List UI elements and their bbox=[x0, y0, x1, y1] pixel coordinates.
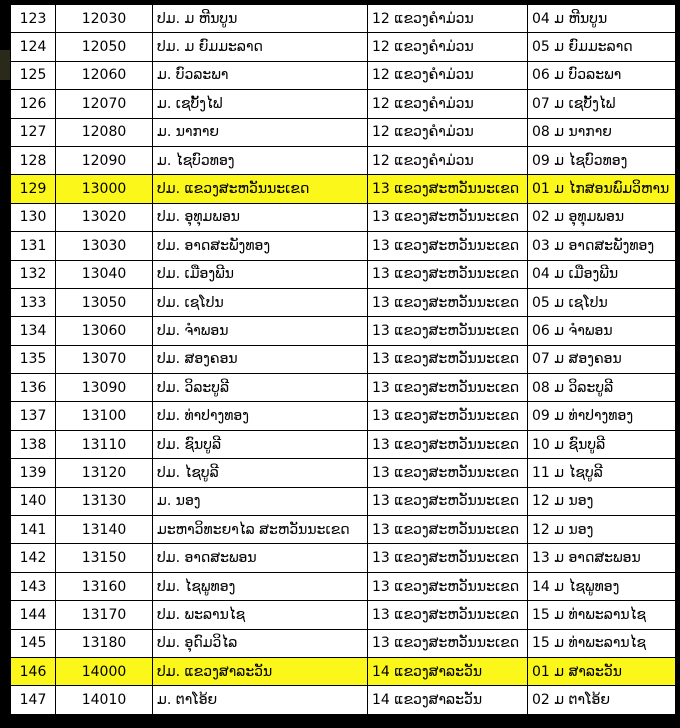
province-cell: 13 ແຂວງສະຫວັນນະເຂດ bbox=[368, 232, 528, 260]
province-cell: 13 ແຂວງສະຫວັນນະເຂດ bbox=[368, 317, 528, 345]
district-cell: 14 ມ ໄຊພູທອງ bbox=[528, 572, 676, 600]
postal-code-cell: 14010 bbox=[56, 686, 153, 714]
office-name-cell: ປມ. ແຂວງສະຫວັນນະເຂດ bbox=[153, 175, 368, 203]
province-cell: 13 ແຂວງສະຫວັນນະເຂດ bbox=[368, 260, 528, 288]
province-cell: 14 ແຂວງສາລະວັນ bbox=[368, 657, 528, 685]
row-number-cell: 136 bbox=[11, 374, 56, 402]
province-cell: 13 ແຂວງສະຫວັນນະເຂດ bbox=[368, 345, 528, 373]
row-number-cell: 146 bbox=[11, 657, 56, 685]
row-number-cell: 127 bbox=[11, 118, 56, 146]
postal-code-cell: 13030 bbox=[56, 232, 153, 260]
district-cell: 02 ມ ອຸທຸມພອນ bbox=[528, 203, 676, 231]
province-cell: 12 ແຂວງຄໍາມ່ວນ bbox=[368, 90, 528, 118]
postal-code-cell: 13060 bbox=[56, 317, 153, 345]
office-name-cell: ປມ. ໄຊບູລີ bbox=[153, 459, 368, 487]
office-name-cell: ປມ. ອາດສະພັງທອງ bbox=[153, 232, 368, 260]
row-number-cell: 142 bbox=[11, 544, 56, 572]
office-name-cell: ປມ. ອຸດົມວິໄລ bbox=[153, 629, 368, 657]
district-cell: 08 ມ ນາກາຍ bbox=[528, 118, 676, 146]
district-cell: 10 ມ ຊົນບູລີ bbox=[528, 430, 676, 458]
district-cell: 13 ມ ອາດສະພອນ bbox=[528, 544, 676, 572]
office-name-cell: ປມ. ພະລານໄຊ bbox=[153, 601, 368, 629]
postal-code-cell: 12030 bbox=[56, 5, 153, 33]
table-row bbox=[11, 61, 676, 89]
table-row bbox=[11, 33, 676, 61]
office-name-cell: ປມ. ມ ຫີນບູນ bbox=[153, 5, 368, 33]
table-row bbox=[11, 345, 676, 373]
office-name-cell: ປມ. ມ ຍົມມະລາດ bbox=[153, 33, 368, 61]
office-name-cell: ປມ. ສອງຄອນ bbox=[153, 345, 368, 373]
table-row bbox=[11, 544, 676, 572]
office-name-cell: ມະຫາວິທະຍາໄລ ສະຫວັນນະເຂດ bbox=[153, 516, 368, 544]
district-cell: 01 ມ ໄກສອນພົມວິຫານ bbox=[528, 175, 676, 203]
row-number-cell: 123 bbox=[11, 5, 56, 33]
postal-code-cell: 12060 bbox=[56, 61, 153, 89]
district-cell: 07 ມ ສອງຄອນ bbox=[528, 345, 676, 373]
table-row bbox=[11, 203, 676, 231]
office-name-cell: ມ. ນອງ bbox=[153, 487, 368, 515]
district-cell: 04 ມ ຫີນບູນ bbox=[528, 5, 676, 33]
postal-code-cell: 13040 bbox=[56, 260, 153, 288]
province-cell: 13 ແຂວງສະຫວັນນະເຂດ bbox=[368, 459, 528, 487]
office-name-cell: ປມ. ແຂວງສາລະວັນ bbox=[153, 657, 368, 685]
postal-code-cell: 12070 bbox=[56, 90, 153, 118]
province-cell: 13 ແຂວງສະຫວັນນະເຂດ bbox=[368, 601, 528, 629]
province-cell: 13 ແຂວງສະຫວັນນະເຂດ bbox=[368, 402, 528, 430]
postal-code-cell: 13130 bbox=[56, 487, 153, 515]
district-cell: 01 ມ ສາລະວັນ bbox=[528, 657, 676, 685]
row-number-cell: 131 bbox=[11, 232, 56, 260]
postal-code-cell: 13090 bbox=[56, 374, 153, 402]
row-number-cell: 133 bbox=[11, 288, 56, 316]
province-cell: 13 ແຂວງສະຫວັນນະເຂດ bbox=[368, 430, 528, 458]
district-cell: 06 ມ ບົວລະພາ bbox=[528, 61, 676, 89]
table-row bbox=[11, 232, 676, 260]
office-name-cell: ປມ. ທ່າປາງທອງ bbox=[153, 402, 368, 430]
district-cell: 09 ມ ໄຊບົວທອງ bbox=[528, 146, 676, 174]
table-row bbox=[11, 572, 676, 600]
district-cell: 03 ມ ອາດສະພັງທອງ bbox=[528, 232, 676, 260]
postal-code-cell: 13160 bbox=[56, 572, 153, 600]
row-number-cell: 137 bbox=[11, 402, 56, 430]
postal-code-cell: 13020 bbox=[56, 203, 153, 231]
table-row bbox=[11, 146, 676, 174]
province-cell: 14 ແຂວງສາລະວັນ bbox=[368, 686, 528, 714]
postal-code-cell: 12050 bbox=[56, 33, 153, 61]
district-cell: 12 ມ ນອງ bbox=[528, 516, 676, 544]
postal-code-cell: 13110 bbox=[56, 430, 153, 458]
row-number-cell: 139 bbox=[11, 459, 56, 487]
office-name-cell: ມ. ຕາໂອ້ຍ bbox=[153, 686, 368, 714]
district-cell: 05 ມ ເຊໂປນ bbox=[528, 288, 676, 316]
row-number-cell: 143 bbox=[11, 572, 56, 600]
table-row bbox=[11, 629, 676, 657]
postal-code-cell: 13180 bbox=[56, 629, 153, 657]
office-name-cell: ມ. ເຊບັ້ງໄຟ bbox=[153, 90, 368, 118]
province-cell: 13 ແຂວງສະຫວັນນະເຂດ bbox=[368, 374, 528, 402]
table-row bbox=[11, 374, 676, 402]
office-name-cell: ປມ. ເຊໂປນ bbox=[153, 288, 368, 316]
table-row bbox=[11, 430, 676, 458]
province-cell: 13 ແຂວງສະຫວັນນະເຂດ bbox=[368, 544, 528, 572]
district-cell: 15 ມ ທ່າພະລານໄຊ bbox=[528, 601, 676, 629]
province-cell: 13 ແຂວງສະຫວັນນະເຂດ bbox=[368, 203, 528, 231]
table-row bbox=[11, 118, 676, 146]
postal-code-cell: 13140 bbox=[56, 516, 153, 544]
province-cell: 13 ແຂວງສະຫວັນນະເຂດ bbox=[368, 175, 528, 203]
province-cell: 13 ແຂວງສະຫວັນນະເຂດ bbox=[368, 288, 528, 316]
post-office-table bbox=[10, 4, 676, 715]
postal-code-cell: 13170 bbox=[56, 601, 153, 629]
table-row bbox=[11, 657, 676, 685]
district-cell: 06 ມ ຈໍາພອນ bbox=[528, 317, 676, 345]
postal-code-cell: 13100 bbox=[56, 402, 153, 430]
postal-code-cell: 13070 bbox=[56, 345, 153, 373]
postal-code-cell: 13120 bbox=[56, 459, 153, 487]
row-number-cell: 134 bbox=[11, 317, 56, 345]
office-name-cell: ມ. ບົວລະພາ bbox=[153, 61, 368, 89]
province-cell: 12 ແຂວງຄໍາມ່ວນ bbox=[368, 5, 528, 33]
district-cell: 08 ມ ວິລະບູລີ bbox=[528, 374, 676, 402]
province-cell: 12 ແຂວງຄໍາມ່ວນ bbox=[368, 33, 528, 61]
table-row bbox=[11, 175, 676, 203]
postal-code-cell: 14000 bbox=[56, 657, 153, 685]
table-row bbox=[11, 5, 676, 33]
table-row bbox=[11, 601, 676, 629]
province-cell: 13 ແຂວງສະຫວັນນະເຂດ bbox=[368, 516, 528, 544]
table-row bbox=[11, 459, 676, 487]
province-cell: 12 ແຂວງຄໍາມ່ວນ bbox=[368, 61, 528, 89]
left-edge-decoration bbox=[0, 50, 10, 80]
office-name-cell: ປມ. ເມືອງພີນ bbox=[153, 260, 368, 288]
postal-code-cell: 12090 bbox=[56, 146, 153, 174]
row-number-cell: 129 bbox=[11, 175, 56, 203]
table-body bbox=[11, 5, 676, 715]
district-cell: 12 ມ ນອງ bbox=[528, 487, 676, 515]
row-number-cell: 128 bbox=[11, 146, 56, 174]
office-name-cell: ປມ. ອຸທຸມພອນ bbox=[153, 203, 368, 231]
office-name-cell: ປມ. ໄຊພູທອງ bbox=[153, 572, 368, 600]
office-name-cell: ປມ. ອາດສະພອນ bbox=[153, 544, 368, 572]
province-cell: 12 ແຂວງຄໍາມ່ວນ bbox=[368, 146, 528, 174]
postal-code-cell: 13000 bbox=[56, 175, 153, 203]
row-number-cell: 124 bbox=[11, 33, 56, 61]
table-row bbox=[11, 402, 676, 430]
office-name-cell: ປມ. ຈໍາພອນ bbox=[153, 317, 368, 345]
postal-code-cell: 13050 bbox=[56, 288, 153, 316]
district-cell: 05 ມ ຍົມມະລາດ bbox=[528, 33, 676, 61]
row-number-cell: 144 bbox=[11, 601, 56, 629]
row-number-cell: 147 bbox=[11, 686, 56, 714]
row-number-cell: 130 bbox=[11, 203, 56, 231]
row-number-cell: 141 bbox=[11, 516, 56, 544]
district-cell: 02 ມ ຕາໂອ້ຍ bbox=[528, 686, 676, 714]
office-name-cell: ປມ. ວິລະບູລີ bbox=[153, 374, 368, 402]
province-cell: 13 ແຂວງສະຫວັນນະເຂດ bbox=[368, 629, 528, 657]
district-cell: 04 ມ ເມືອງພີນ bbox=[528, 260, 676, 288]
office-name-cell: ປມ. ຊົນບູລີ bbox=[153, 430, 368, 458]
row-number-cell: 132 bbox=[11, 260, 56, 288]
row-number-cell: 135 bbox=[11, 345, 56, 373]
province-cell: 12 ແຂວງຄໍາມ່ວນ bbox=[368, 118, 528, 146]
row-number-cell: 145 bbox=[11, 629, 56, 657]
table-row bbox=[11, 686, 676, 714]
row-number-cell: 138 bbox=[11, 430, 56, 458]
row-number-cell: 126 bbox=[11, 90, 56, 118]
province-cell: 13 ແຂວງສະຫວັນນະເຂດ bbox=[368, 487, 528, 515]
row-number-cell: 125 bbox=[11, 61, 56, 89]
table-row bbox=[11, 90, 676, 118]
postal-code-cell: 13150 bbox=[56, 544, 153, 572]
table-row bbox=[11, 260, 676, 288]
office-name-cell: ມ. ໄຊບົວທອງ bbox=[153, 146, 368, 174]
office-name-cell: ມ. ນາກາຍ bbox=[153, 118, 368, 146]
district-cell: 11 ມ ໄຊບູລີ bbox=[528, 459, 676, 487]
postal-code-cell: 12080 bbox=[56, 118, 153, 146]
table-row bbox=[11, 516, 676, 544]
district-cell: 15 ມ ທ່າພະລານໄຊ bbox=[528, 629, 676, 657]
province-cell: 13 ແຂວງສະຫວັນນະເຂດ bbox=[368, 572, 528, 600]
table-row bbox=[11, 317, 676, 345]
post-office-table-container bbox=[10, 4, 675, 715]
district-cell: 09 ມ ທ່າປາງທອງ bbox=[528, 402, 676, 430]
table-row bbox=[11, 487, 676, 515]
table-row bbox=[11, 288, 676, 316]
district-cell: 07 ມ ເຊບັ້ງໄຟ bbox=[528, 90, 676, 118]
row-number-cell: 140 bbox=[11, 487, 56, 515]
